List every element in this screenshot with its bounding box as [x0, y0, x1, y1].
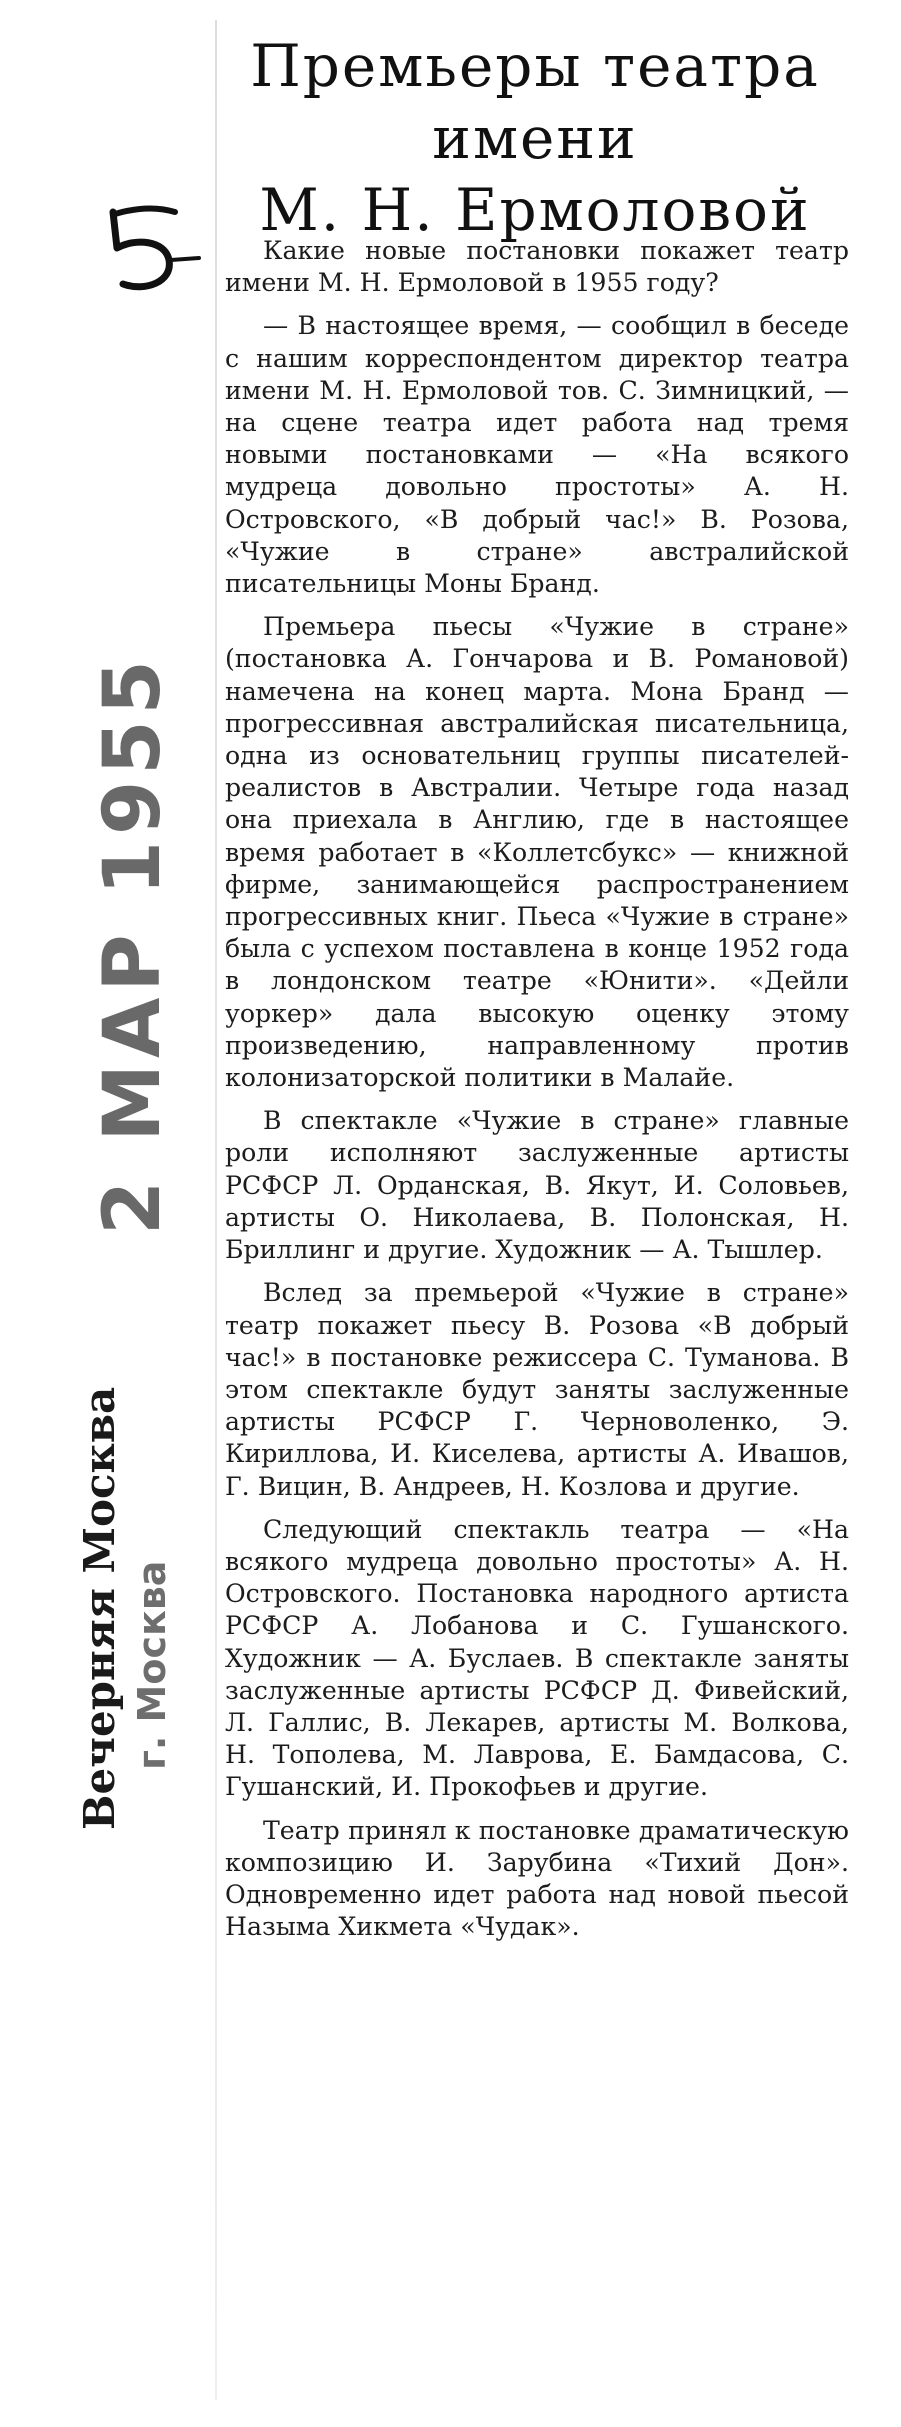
date-stamp: 2 МАР 1955 — [88, 654, 178, 1235]
article-paragraph-4: В спектакле «Чужие в стране» главные роли исполняют заслуженные артисты РСФСР Л. Орданская, В. Якут, И. Соловьев, артисты О. Николаева, В. Полонская, Н. Бриллинг и другие. Художник — А. Тышлер. — [225, 1106, 849, 1265]
article-paragraph-6: Следующий спектакль театра — «На всякого мудреца довольно простоты» А. Н. Островского. Постановка народного артиста РСФСР А. Лобанова и С. Гушанского. Художник — А. Буслаев. В спектакле заняты заслуженные артисты РСФСР Д. Фивейский, Л. Галлис, В. Лекарев, артисты М. Волкова, Н. Тополева, М. Лаврова, Е. Бамдасова, С. Гушанский, И. Прокофьев и другие. — [225, 1514, 849, 1802]
headline-line-2: имени — [432, 104, 638, 172]
article-paragraph-7: Театр принял к постановке драматическую композицию И. Зарубина «Тихий Дон». Одновременно идет работа над новой пьесой Назыма Хикмета «Чудак». — [225, 1815, 849, 1942]
article-paragraph-5: Вслед за премьерой «Чужие в стране» театр покажет пьесу В. Розова «В добрый час!» в постановке режиссера С. Туманова. В этом спектакле будут заняты заслуженные артисты РСФСР Г. Черноволенко, Э. Кириллова, И. Киселева, артисты А. Ивашов, Г. Вицин, В. Андреев, Н. Козлова и другие. — [225, 1278, 849, 1501]
headline-line-3: М. Н. Ермоловой — [259, 176, 811, 244]
article-body — [225, 235, 849, 1954]
article-paragraph-1: Какие новые постановки покажет театр имени М. Н. Ермоловой в 1955 году? — [225, 236, 849, 298]
handwritten-page-number — [95, 200, 205, 300]
article-paragraph-3: Премьера пьесы «Чужие в стране» (постановка А. Гончарова и В. Романовой) намечена на конец марта. Мона Бранд — прогрессивная австралийская писательница, одна из основательниц группы писателей-реалистов в Австралии. Четыре года назад она приехала в Англию, где в настоящее время работает в «Коллетсбукс» — книжной фирме, занимающейся распространением прогрессивных книг. Пьеса «Чужие в стране» была с успехом поставлена в конце 1952 года в лондонском театре «Юнити». «Дейли уоркер» дала высокую оценку этому произведению, направленному против колонизаторской политики в Малайе. — [225, 612, 849, 1093]
clipping-edge — [215, 20, 217, 2400]
headline-line-1: Премьеры театра — [250, 32, 820, 100]
article-headline — [225, 30, 845, 246]
newspaper-name-stamp: Вечерняя Москва — [75, 1386, 124, 1830]
city-stamp: г. Москва — [130, 1560, 174, 1770]
article-paragraph-2: — В настоящее время, — сообщил в беседе с нашим корреспондентом директор театра имени М. Н. Ермоловой тов. С. Зимницкий, — на сцене театра идет работа над тремя новыми постановками — «На всякого мудреца довольно простоты» А. Н. Островского, «В добрый час!» В. Розова, «Чужие в стране» австралийской писательницы Моны Бранд. — [225, 311, 849, 599]
